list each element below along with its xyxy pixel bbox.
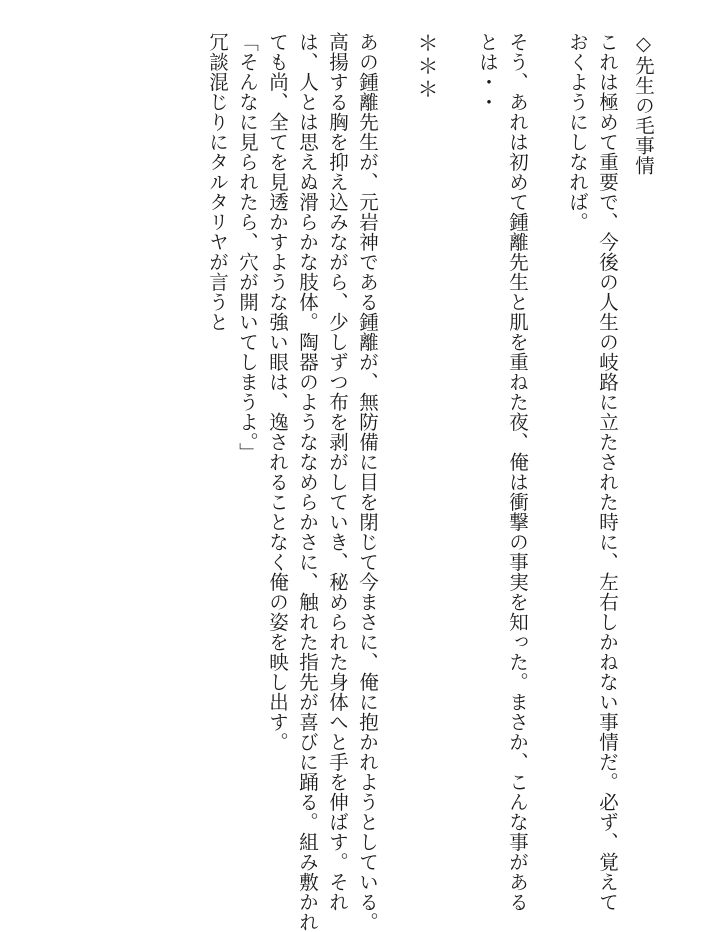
vertical-text-body <box>38 32 658 932</box>
paragraph-line: これは極めて重要で、今後の人生の岐路に立たされた時に、左右しかねない事情だ。必ず、覚えて <box>596 32 619 912</box>
dialogue-line: 「そんなに見られたら、穴が開いてしまうよ。」 <box>236 32 259 463</box>
paragraph-line: ても尚、全てを見透かすような強い眼は、逸されることなく俺の姿を映し出す。 <box>266 32 289 752</box>
blank-line <box>532 32 562 862</box>
paragraph-line: 高揚する胸を抑え込みながら、少しずつ布を剥がしていき、秘められた身体へと手を伸ばす。それ <box>326 32 349 912</box>
paragraph-line: とは・・ <box>476 32 499 112</box>
paragraph-line: あの鍾離先生が、元岩神である鍾離が、無防備に目を閉じて今まさに、俺に抱かれようとしている。 <box>356 32 379 932</box>
paragraph-line: は、人とは思えぬ滑らかな肢体。陶器のようななめらかさに、触れた指先が喜びに踊る。組み敷かれ <box>296 32 319 932</box>
blank-line <box>382 32 412 862</box>
blank-line <box>442 32 472 862</box>
scene-break: ＊＊＊ <box>415 32 439 101</box>
paragraph-line: おくようにしなれば。 <box>566 32 589 232</box>
paragraph-line: そう、あれは初めて鍾離先生と肌を重ねた夜、俺は衝撃の事実を知った。まさか、こんな事がある <box>506 32 529 912</box>
paragraph-line: 冗談混じりにタルタリヤが言うと <box>206 32 229 332</box>
section-title: ◇先生の毛事情 <box>632 32 655 176</box>
